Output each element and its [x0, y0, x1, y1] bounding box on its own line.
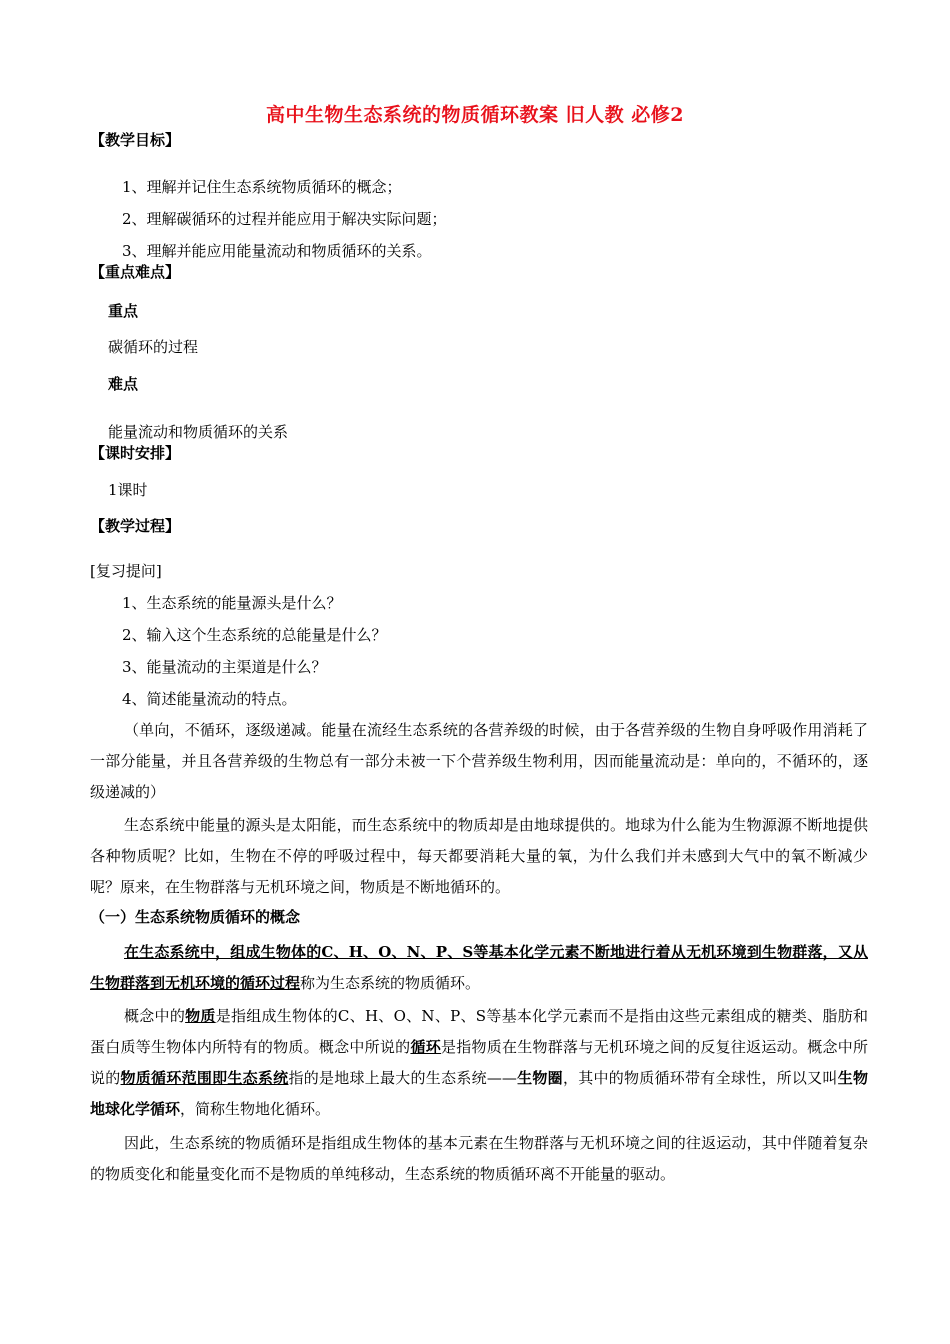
objective-item: 1、理解并记住生态系统物质循环的概念；: [122, 178, 402, 196]
review-answer: （单向，不循环，逐级递减。能量在流经生态系统的各营养级的时候，由于各营养级的生物自身呼吸作用消耗了一部分能量，并且各营养级的生物总有一部分未被一下个营养级生物利用，因而能量流动是：单向的，不循环的，逐级递减的）: [90, 721, 868, 801]
text-run: ，其中的物质循环带有全球性，所以又叫: [562, 1069, 838, 1087]
heading-process: 【教学过程】: [90, 517, 181, 535]
definition-bold: 在生态系统中，组成生物体的C、H、O、N、P、S等基本化学元素不断地进行着从无机环境到生物群落，又从生物群落到无机环境的循环过程: [90, 943, 868, 992]
review-question: 2、输入这个生态系统的总能量是什么？: [122, 626, 387, 644]
objective-item: 3、理解并能应用能量流动和物质循环的关系。: [122, 242, 432, 260]
schedule-text: 1课时: [108, 481, 148, 499]
concept-paragraph: [90, 1001, 868, 1125]
review-label: [复习提问]: [90, 562, 162, 580]
term-scope: 物质循环范围即生态系统: [120, 1069, 289, 1087]
term-biosphere: 生物圈: [516, 1069, 563, 1087]
difficulty-text: 能量流动和物质循环的关系: [108, 423, 289, 441]
heading-objectives: 【教学目标】: [90, 131, 181, 149]
document-title: 高中生物生态系统的物质循环教案 旧人教 必修2: [266, 104, 684, 126]
text-run: 是指物质在生物群落与无机环境之间的反复往返运动。概念中所说的: [90, 1038, 868, 1087]
objective-item: 2、理解碳循环的过程并能应用于解决实际问题；: [122, 210, 447, 228]
key-label: 重点: [108, 302, 139, 320]
review-question: 4、简述能量流动的特点。: [122, 690, 297, 708]
review-question: 1、生态系统的能量源头是什么？: [122, 594, 342, 612]
text-run: 指的是地球上最大的生态系统——: [288, 1069, 517, 1087]
definition-paragraph: [90, 937, 868, 999]
term-biogeochemical-cycle: 生物地球化学循环: [90, 1069, 868, 1118]
definition-tail: 称为生态系统的物质循环。: [300, 974, 481, 992]
section-heading: （一）生态系统物质循环的概念: [90, 908, 301, 926]
heading-key-points: 【重点难点】: [90, 263, 181, 281]
text-run: ，简称生物地化循环。: [180, 1100, 331, 1118]
term-cycle: 循环: [410, 1038, 441, 1056]
difficulty-label: 难点: [108, 375, 139, 393]
conclusion-paragraph: 因此，生态系统的物质循环是指组成生物体的基本元素在生物群落与无机环境之间的往返运动，其中伴随着复杂的物质变化和能量变化而不是物质的单纯移动，生态系统的物质循环离不开能量的驱动。: [90, 1134, 868, 1183]
key-text: 碳循环的过程: [108, 338, 199, 356]
review-question: 3、能量流动的主渠道是什么？: [122, 658, 327, 676]
intro-paragraph: 生态系统中能量的源头是太阳能，而生态系统中的物质却是由地球提供的。地球为什么能为生物源源不断地提供各种物质呢？比如，生物在不停的呼吸过程中，每天都要消耗大量的氧，为什么我们并未感到大气中的氧不断减少呢？原来，在生物群落与无机环境之间，物质是不断地循环的。: [90, 816, 868, 896]
text-run: 概念中的: [124, 1007, 186, 1025]
term-substance: 物质: [185, 1007, 216, 1025]
heading-schedule: 【课时安排】: [90, 444, 181, 462]
text-run: 是指组成生物体的C、H、O、N、P、S等基本化学元素而不是指由这些元素组成的糖类、脂肪和蛋白质等生物体内所特有的物质。概念中所说的: [90, 1007, 868, 1056]
